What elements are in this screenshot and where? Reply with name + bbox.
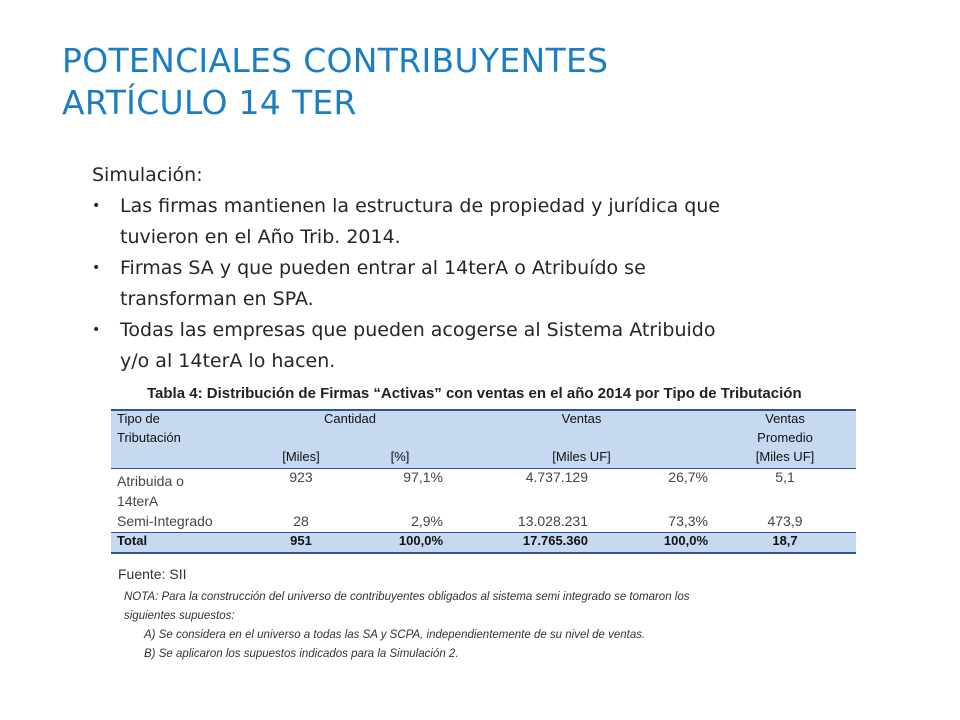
- bullet-text-line1: Las firmas mantienen la estructura de propiedad y jurídica que: [120, 195, 721, 217]
- total-promedio: 18,7: [714, 533, 856, 554]
- header-miles-uf-promedio: [Miles UF]: [714, 449, 856, 469]
- source-note: Fuente: SII: [118, 566, 187, 582]
- footnote-item-a: A) Se considera en el universo a todas las SA y SCPA, independientemente de su nivel de ventas.: [144, 629, 646, 641]
- total-ventas-pct: 100,0%: [594, 533, 714, 554]
- cell-cantidad: 28: [293, 513, 309, 529]
- table-caption: Tabla 4: Distribución de Firmas “Activas” con ventas en el año 2014 por Tipo de Tributación: [147, 385, 802, 402]
- bullet-text-line2: transforman en SPA.: [120, 288, 314, 310]
- total-label: Total: [111, 533, 251, 554]
- intro-section: [92, 160, 852, 377]
- bullet-text-line2: y/o al 14terA lo hacen.: [120, 350, 336, 372]
- total-cantidad: 951: [251, 533, 351, 554]
- cell-promedio: 473,9: [767, 513, 803, 529]
- cell-pct: 2,9%: [411, 513, 443, 529]
- header-tipo: Tipo de: [111, 410, 251, 430]
- bullet-icon: •: [92, 260, 101, 276]
- table-row: [111, 469, 856, 514]
- intro-heading: Simulación:: [92, 164, 203, 186]
- header-ventas: Ventas: [449, 410, 714, 430]
- footnote: [124, 588, 824, 664]
- header-cantidad: Cantidad: [251, 410, 449, 430]
- cell-tipo: Semi-Integrado: [117, 513, 213, 529]
- distribution-table: [111, 409, 856, 554]
- bullet-text-line1: Firmas SA y que pueden entrar al 14terA o Atribuído se: [120, 257, 646, 279]
- table-header-row: [111, 430, 856, 449]
- bullet-text-line1: Todas las empresas que pueden acogerse al Sistema Atribuido: [120, 319, 716, 341]
- table-row: [111, 513, 856, 533]
- cell-ventas-pct: 73,3%: [668, 513, 708, 529]
- cell-tipo: [111, 469, 251, 514]
- slide-title-line1: POTENCIALES CONTRIBUYENTES: [62, 41, 609, 80]
- cell-tipo-line1: Atribuida o: [117, 473, 184, 489]
- header-promedio: Ventas: [714, 410, 856, 430]
- cell-pct: 97,1%: [403, 469, 443, 485]
- bullet-icon: •: [92, 322, 101, 338]
- header-miles-uf: [Miles UF]: [449, 449, 714, 469]
- slide-title: [62, 40, 608, 124]
- bullet-list: [92, 191, 852, 377]
- bullet-item: [92, 253, 852, 315]
- total-ventas: 17.765.360: [449, 533, 594, 554]
- table-header-row: [111, 410, 856, 430]
- header-tipo: Tributación: [111, 430, 251, 449]
- bullet-item: [92, 315, 852, 377]
- header-pct: [%]: [351, 449, 449, 469]
- footnote-line2: siguientes supuestos:: [124, 610, 235, 622]
- header-miles: [Miles]: [251, 449, 351, 469]
- cell-ventas: 4.737.129: [525, 469, 588, 485]
- header-promedio: Promedio: [714, 430, 856, 449]
- cell-ventas-pct: 26,7%: [668, 469, 708, 485]
- table-total-row: [111, 533, 856, 554]
- slide-title-line2: ARTÍCULO 14 TER: [62, 83, 357, 122]
- footnote-item-b: B) Se aplicaron los supuestos indicados para la Simulación 2.: [144, 648, 459, 660]
- bullet-text-line2: tuvieron en el Año Trib. 2014.: [120, 226, 401, 248]
- table-header-row: [111, 449, 856, 469]
- footnote-line1: NOTA: Para la construcción del universo de contribuyentes obligados al sistema semi integrado se tomaron los: [124, 591, 690, 603]
- cell-promedio: 5,1: [775, 469, 795, 485]
- bullet-icon: •: [92, 198, 101, 214]
- cell-tipo-line2: 14terA: [117, 493, 159, 509]
- cell-cantidad: 923: [289, 469, 313, 485]
- cell-ventas: 13.028.231: [517, 513, 588, 529]
- bullet-item: [92, 191, 852, 253]
- total-pct: 100,0%: [351, 533, 449, 554]
